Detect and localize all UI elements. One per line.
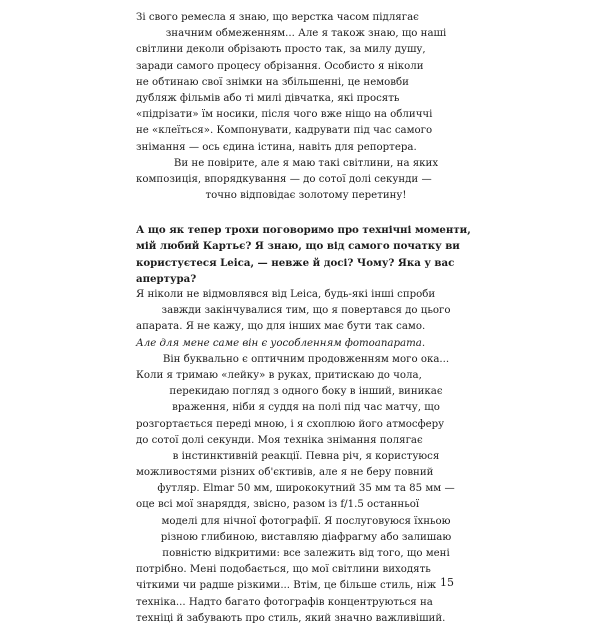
answer-line: враження, ніби я суддя на полі під час матчу, що: [172, 402, 440, 414]
text-line: Ви не повірите, але я маю такі світлини, на яких: [173, 157, 439, 169]
interview-answer: [136, 287, 476, 627]
answer-line: оце всі мої знаряддя, звісно, разом із f/1.5 останньої: [136, 499, 420, 511]
text-line: знімання — ось єдина істина, навіть для репортера.: [136, 141, 417, 153]
answer-line: до сотої долі секунди. Моя техніка знімання полягає: [136, 434, 423, 446]
text-column: [136, 10, 476, 627]
answer-line: Він буквально є оптичним продовженням мого ока...: [162, 353, 450, 365]
text-line: дубляж фільмів або ті милі дівчатка, які просять: [136, 92, 400, 104]
text-line: точно відповідає золотому перетину!: [205, 190, 407, 202]
paragraph-cropping: [136, 10, 476, 204]
answer-line: потрібно. Мені подобається, що мої світлини виходять: [136, 564, 431, 576]
answer-line: моделі для нічної фотографії. Я послуговуюся їхньою: [161, 515, 451, 527]
text-line: не «клеїться». Компонувати, кадрувати під час самого: [136, 125, 433, 137]
answer-line: Я ніколи не відмовлявся від Leica, будь-які інші спроби: [136, 289, 436, 300]
text-line: значним обмеженням... Але я також знаю, що наші: [165, 28, 447, 40]
answer-line: апарата. Я не кажу, що для інших має бути так само.: [136, 321, 426, 333]
answer-line: футляр. Elmar 50 мм, ширококутний 35 мм та 85 мм —: [157, 483, 455, 495]
interview-question: [136, 222, 476, 287]
answer-line: розгортається переді мною, і я схоплюю його атмосферу: [136, 418, 445, 430]
text-line: композиція, впорядкування — до сотої долі секунди —: [136, 173, 432, 185]
answer-line: техніка... Надто багато фотографів концентруються на: [136, 596, 433, 608]
text-line: не обтинаю свої знімки на збільшенні, це немовби: [136, 76, 409, 88]
answer-line: в інстинктивній реакції. Певна річ, я користуюся: [172, 450, 440, 462]
answer-line: Коли я тримаю «лейку» в руках, притискаю до чола,: [136, 369, 422, 381]
text-line: заради самого процесу обрізання. Особисто я ніколи: [136, 60, 424, 72]
text-line: «підрізати» їм носики, після чого вже ніщо на обличчі: [136, 109, 433, 121]
answer-line-italic: Але для мене саме він є уособленням фотоапарата.: [136, 337, 426, 349]
answer-line: завжди закінчувалися тим, що я повертався до цього: [161, 305, 451, 317]
question-line: апертура?: [136, 272, 197, 285]
answer-line: можливостями різних об'єктивів, але я не беру повний: [136, 467, 434, 479]
answer-line: перекидаю погляд з одного боку в інший, виникає: [169, 386, 443, 398]
text-line: Зі свого ремесла я знаю, що верстка часом підлягає: [136, 12, 419, 23]
page-number: 15: [440, 576, 454, 589]
question-line: користуєтеся Leica, — невже й досі? Чому? Яка у вас: [136, 256, 455, 269]
text-line: світлини деколи обрізають просто так, за милу душу,: [136, 44, 426, 56]
question-line: А що як тепер трохи поговоримо про технічні моменти,: [136, 224, 471, 237]
answer-line: різною глибиною, виставляю діафрагму або залишаю: [160, 531, 452, 543]
answer-line: чіткими чи радше різкими... Втім, це більше стиль, ніж: [136, 580, 437, 592]
question-line: мій любий Картьє? Я знаю, що від самого початку ви: [136, 240, 460, 253]
paragraph-gap: [136, 204, 476, 222]
answer-line: техніці й забувають про стиль, який значно важливіший.: [136, 612, 446, 624]
answer-line: повністю відкритими: все залежить від того, що мені: [162, 548, 450, 559]
